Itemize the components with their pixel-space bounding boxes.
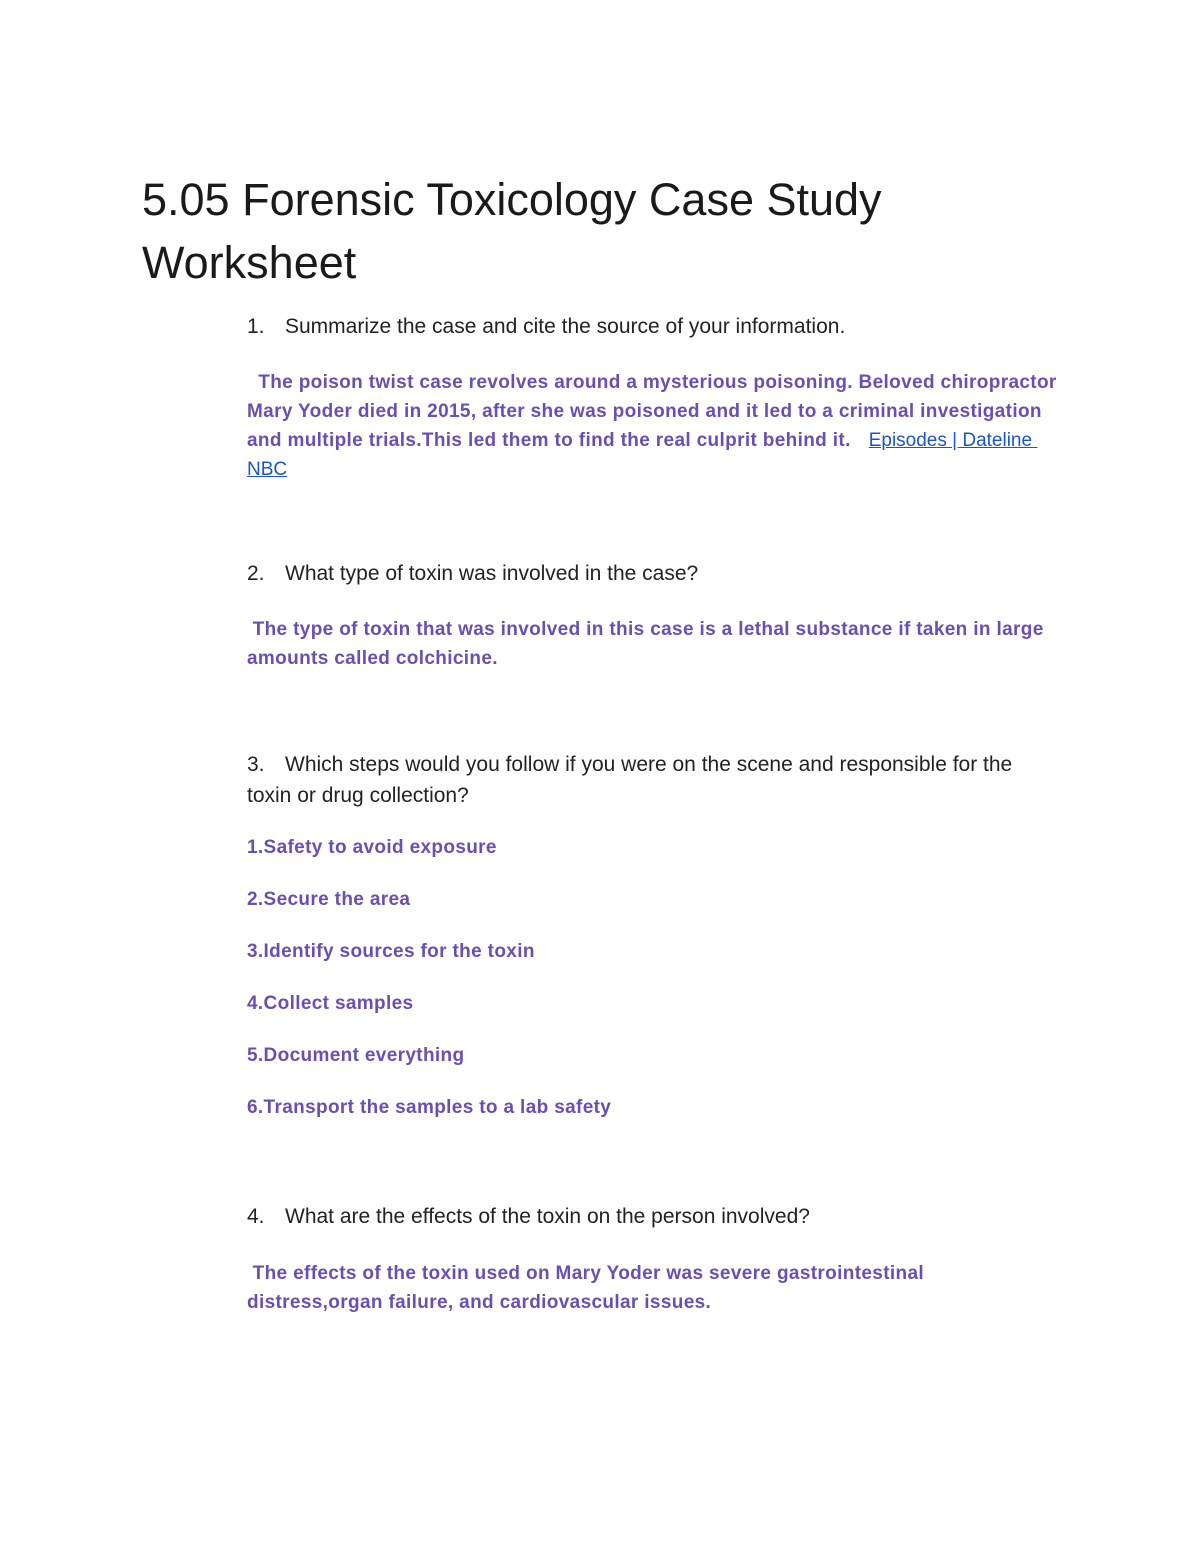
question-2 (247, 558, 1067, 589)
page-title: 5.05 Forensic Toxicology Case Study Worksheet (142, 174, 882, 288)
source-link[interactable]: Episodes | Dateline NBC (247, 430, 1038, 480)
answer-4 (247, 1259, 1047, 1317)
question-number: 1. (247, 315, 265, 338)
answer-text: The poison twist case revolves around a mysterious poisoning. Beloved chiropractor Mary Yoder died in 2015, after she was poisoned and it led to a criminal investigation and multiple trials.This led them to find the real culprit behind it. (247, 372, 1063, 451)
answer-text: The type of toxin that was involved in this case is a lethal substance if taken in large amounts called colchicine. (247, 619, 1050, 669)
question-1 (247, 311, 1067, 342)
step-item: 6.Transport the samples to a lab safety (247, 1097, 612, 1118)
step-item: 4.Collect samples (247, 993, 414, 1014)
question-number: 2. (247, 562, 265, 585)
question-number: 4. (247, 1205, 265, 1228)
question-text: What are the effects of the toxin on the person involved? (285, 1205, 810, 1228)
answer-2 (247, 615, 1077, 673)
step-item: 3.Identify sources for the toxin (247, 941, 535, 962)
question-3 (247, 749, 1037, 811)
question-4 (247, 1201, 1067, 1232)
question-number: 3. (247, 753, 265, 776)
answer-text: The effects of the toxin used on Mary Yoder was severe gastrointestinal distress,organ failure, and cardiovascular issues. (247, 1263, 930, 1313)
answer-1 (247, 368, 1077, 484)
step-item: 1.Safety to avoid exposure (247, 837, 497, 858)
question-text: Summarize the case and cite the source of your information. (285, 315, 846, 338)
step-item: 2.Secure the area (247, 889, 411, 910)
question-text: Which steps would you follow if you were on the scene and responsible for the toxin or drug collection? (247, 753, 1013, 807)
step-item: 5.Document everything (247, 1045, 465, 1066)
question-text: What type of toxin was involved in the case? (285, 562, 699, 585)
